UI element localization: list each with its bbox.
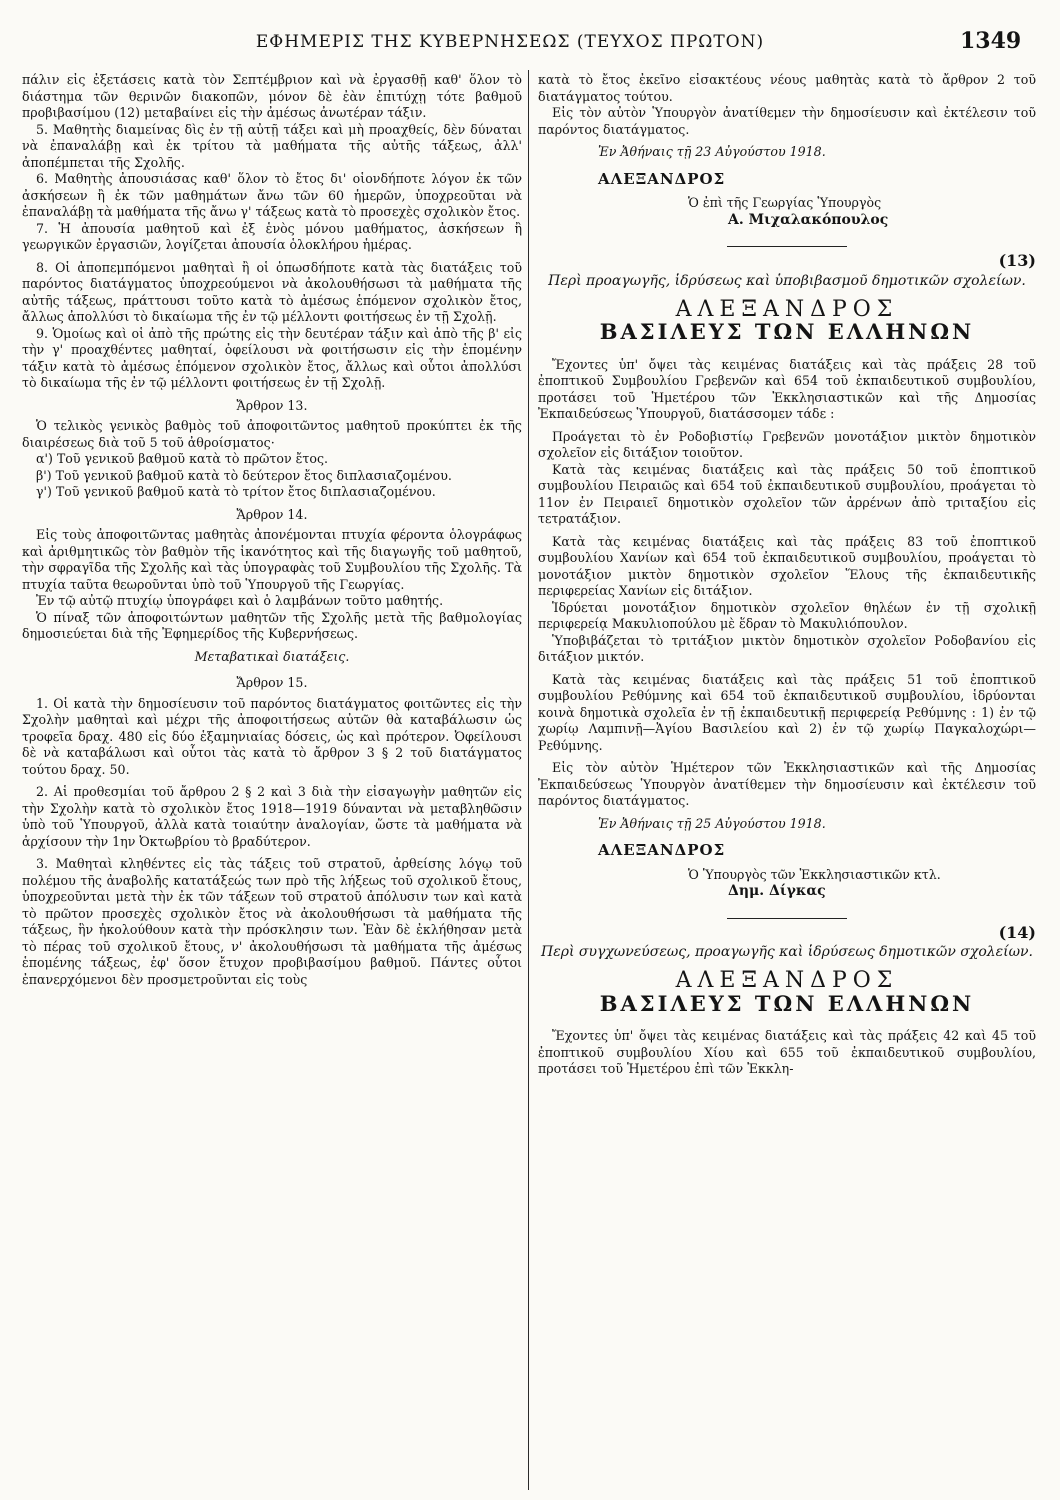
- article-13-item-c: γ') Τοῦ γενικοῦ βαθμοῦ κατὰ τὸ τρίτον ἔτος διπλασιαζομένου.: [36, 484, 436, 499]
- paragraph-7: 7. Ἡ ἀπουσία μαθητοῦ καὶ ἐξ ἑνὸς μόνου μαθήματος, ἀσκήσεων ἢ γεωργικῶν ἐργασιῶν, λογίζεται ἀπουσία ὁλοκλήρου ἡμέρας.: [22, 220, 522, 252]
- article-14-paragraph-3: Ὁ πίναξ τῶν ἀποφοιτώντων μαθητῶν τῆς Σχολῆς μετὰ τῆς βαθμολογίας δημοσιεύεται διὰ τῆς Ἐφημερίδος τῆς Κυβερνήσεως.: [22, 609, 522, 641]
- paragraph-6: 6. Μαθητὴς ἀπουσιάσας καθ' ὅλον τὸ ἔτος δι' οἱονδήποτε λόγον ἐκ τῶν ἀσκήσεων ἢ ἐκ τῶν μαθημάτων ἄνω τῶν 60 ἡμερῶν, ὑποχρεοῦται νὰ ἐπαναλάβῃ τὰ μαθήματα τῆς ἄνω γ' τάξεως κατὰ τὸ προσεχὲς σχολικὸν ἔτος.: [22, 171, 522, 219]
- section-rule: [727, 918, 847, 919]
- king-signature-1: ΑΛΕΞΑΝΔΡΟΣ: [598, 169, 726, 188]
- article-continuation: κατὰ τὸ ἔτος ἐκεῖνο εἰσακτέους νέους μαθητὰς κατὰ τὸ ἄρθρον 2 τοῦ διατάγματος τούτου.: [538, 72, 1036, 104]
- paragraph-5: 5. Μαθητὴς διαμείνας δὶς ἐν τῇ αὐτῇ τάξει καὶ μὴ προαχθείς, δὲν δύναται νὰ ἐπαναλάβῃ καὶ ἐκ τρίτου τὰ μαθήματα τῆς αὐτῆς τάξεως, ἀλλ' ἀποπέμπεται τῆς Σχολῆς.: [22, 121, 522, 170]
- left-column: [22, 72, 522, 988]
- article-14-paragraph-2: Ἐν τῷ αὐτῷ πτυχίῳ ὑπογράφει καὶ ὁ λαμβάνων τοῦτο μαθητής.: [36, 593, 444, 608]
- decree-13-paragraph-6: Κατὰ τὰς κειμένας διατάξεις καὶ τὰς πράξεις 51 τοῦ ἐποπτικοῦ συμβουλίου Ρεθύμνης καὶ 654 τοῦ ἐκπαιδευτικοῦ συμβουλίου, ἱδρύονται κοινὰ δημοτικὰ σχολεῖα ἐν τῇ ἐκπαιδευτικῇ περιφερείᾳ Ρεθύμνης : 1) ἐν τῷ χωρίῳ Λαμπινῇ—Ἁγίου Βασιλείου καὶ 2) ἐν τῷ χωρίῳ Παγκαλοχώρι—Ρεθύμνης.: [538, 671, 1036, 753]
- article-15-heading: Ἄρθρον 15.: [236, 675, 308, 690]
- paragraph-continuation: πάλιν εἰς ἐξετάσεις κατὰ τὸν Σεπτέμβριον καὶ νὰ ἐργασθῇ καθ' ὅλον τὸ διάστημα τῶν θερινῶν διακοπῶν, μόνον δὲ ἐὰν ἐπιτύχῃ τότε βαθμοῦ προβιβασίμου (12) μεταβαίνει εἰς τὴν ἀμέσως ἀνωτέραν τάξιν.: [22, 72, 522, 120]
- decree-13-paragraph-1: Προάγεται τὸ ἐν Ροδοβιστίῳ Γρεβενῶν μονοτάξιον μικτὸν δημοτικὸν σχολεῖον εἰς διτάξιον τοιοῦτον.: [538, 428, 1036, 460]
- minister-title-2: Ὁ Ὑπουργὸς τῶν Ἐκκλησιαστικῶν κτλ.: [688, 866, 941, 882]
- article-14-heading: Ἄρθρον 14.: [236, 506, 308, 522]
- paragraph-8: 8. Οἱ ἀποπεμπόμενοι μαθηταὶ ἢ οἱ ὁπωσδήποτε κατὰ τὰς διατάξεις τοῦ παρόντος διατάγματος ὑποχρεούμενοι νὰ ἀκολουθήσωσι τὰ μαθήματα τῆς αὐτῆς τάξεως, πράττουσι τοῦτο κατὰ τὸ ἀμέσως ἑπόμενον σχολικὸν ἔτος, ἄλλως ἀπολλύσι τὸ δικαίωμα τῆς ἐν τῷ μέλλοντι φοιτήσεως ἐν τῇ Σχολῇ.: [22, 259, 522, 324]
- decree-14-king-title: ΒΑΣΙΛΕΥΣ ΤΩΝ ΕΛΛΗΝΩΝ: [599, 990, 975, 1016]
- decree-13-paragraph-5: Ὑποβιβάζεται τὸ τριτάξιον μικτὸν δημοτικὸν σχολεῖον Ροδοβανίου εἰς διτάξιον μικτόν.: [538, 632, 1036, 664]
- article-13-item-a: α') Τοῦ γενικοῦ βαθμοῦ κατὰ τὸ πρῶτον ἔτος.: [36, 451, 328, 466]
- decree-14-number: (14): [998, 922, 1036, 942]
- page-number: 1349: [960, 28, 1022, 54]
- article-13-intro: Ὁ τελικὸς γενικὸς βαθμὸς τοῦ ἀποφοιτῶντος μαθητοῦ προκύπτει ἐκ τῆς διαιρέσεως διὰ τοῦ 5 τοῦ ἀθροίσματος·: [22, 418, 522, 450]
- article-13-heading: Ἄρθρον 13.: [236, 397, 308, 413]
- article-14-paragraph-1: Εἰς τοὺς ἀποφοιτῶντας μαθητὰς ἀπονέμονται πτυχία φέροντα ὁλογράφως καὶ ἀριθμητικῶς τὸν βαθμὸν τῆς ἱκανότητος καὶ τῆς διαγωγῆς τοῦ μαθητοῦ, τὴν σφραγῖδα τῆς Σχολῆς καὶ τὰς ὑπογραφὰς τοῦ Συμβουλίου τῆς Σχολῆς. Τὰ πτυχία ταῦτα θεωροῦνται ὑπὸ τοῦ Ὑπουργοῦ τῆς Γεωργίας.: [22, 527, 522, 592]
- minister-signature-1: Α. Μιχαλακόπουλος: [728, 211, 889, 228]
- article-15-paragraph-1: 1. Οἱ κατὰ τὴν δημοσίευσιν τοῦ παρόντος διατάγματος φοιτῶντες εἰς τὴν Σχολὴν μαθηταὶ καὶ μέχρι τῆς ἀποφοιτήσεως αὐτῶν θὰ καταβάλωσιν ὡς τροφεῖα δραχ. 480 εἰς δύο ἑξαμηνιαίας δόσεις, ὡς καὶ πρότερον. Ὀφείλουσι δὲ νὰ καταβάλωσι καὶ οὗτοι τὰς κατὰ τὸ ἄρθρον 3 § 2 τοῦ διατάγματος τούτου δραχ. 50.: [22, 695, 522, 777]
- decree-14-title: Περὶ συγχωνεύσεως, προαγωγῆς καὶ ἱδρύσεως δημοτικῶν σχολείων.: [541, 944, 1033, 960]
- decree-13-paragraph-3: Κατὰ τὰς κειμένας διατάξεις καὶ τὰς πράξεις 83 τοῦ ἐποπτικοῦ συμβουλίου Χανίων καὶ 654 τοῦ ἐκπαιδευτικοῦ συμβουλίου, προάγεται τὸ μονοτάξιον μικτὸν δημοτικὸν σχολεῖον Ἕλους τῆς ἐκπαιδευτικῆς περιφερείας Χανίων εἰς διτάξιον.: [538, 533, 1036, 598]
- paragraph-9: 9. Ὁμοίως καὶ οἱ ἀπὸ τῆς πρώτης εἰς τὴν δευτέραν τάξιν καὶ ἀπὸ τῆς β' εἰς τὴν γ' προαχθέντες μαθηταί, ὀφείλουσι νὰ φοιτήσωσιν εἰς τὴν ἑπομένην τάξιν κατὰ τὸ ἀμέσως ἑπόμενον σχολικὸν ἔτος, ἄλλως καὶ οὗτοι ἀπολλύσι τὸ δικαίωμα τῆς ἐν τῷ μέλλοντι φοιτήσεως ἐν τῇ Σχολῇ.: [22, 325, 522, 390]
- minister-title-1: Ὁ ἐπὶ τῆς Γεωργίας Ὑπουργὸς: [688, 195, 882, 210]
- date-line-1: Ἐν Ἀθήναις τῇ 23 Αὐγούστου 1918.: [598, 144, 826, 159]
- minister-signature-2: Δημ. Δίγκας: [728, 883, 826, 899]
- date-line-2: Ἐν Ἀθήναις τῇ 25 Αὐγούστου 1918.: [598, 815, 826, 831]
- page-header: [0, 28, 1060, 66]
- decree-13-king-name: ΑΛΕΞΑΝΔΡΟΣ: [675, 296, 899, 322]
- column-divider: [528, 70, 529, 1490]
- king-signature-2: ΑΛΕΞΑΝΔΡΟΣ: [598, 841, 726, 859]
- article-15-paragraph-2: 2. Αἱ προθεσμίαι τοῦ ἄρθρου 2 § 2 καὶ 3 διὰ τὴν εἰσαγωγὴν μαθητῶν εἰς τὴν Σχολὴν κατὰ τὸ σχολικὸν ἔτος 1918—1919 δύνανται νὰ μεταβληθῶσιν ὑπὸ τοῦ Ὑπουργοῦ, ἀλλὰ κατὰ τοιαύτην ἀναλογίαν, ὥστε τὰ μαθήματα νὰ ἀρχίσουν τὴν 1ην Ὀκτωβρίου τὸ βραδύτερον.: [22, 784, 522, 849]
- right-column: [538, 72, 1036, 1078]
- transitional-provisions-heading: Μεταβατικαὶ διατάξεις.: [194, 648, 350, 664]
- decree-14-intro: Ἔχοντες ὑπ' ὄψει τὰς κειμένας διατάξεις καὶ τὰς πράξεις 42 καὶ 45 τοῦ ἐποπτικοῦ συμβουλίου Χίου καὶ 655 τοῦ ἐκπαιδευτικοῦ συμβουλίου, προτάσει τοῦ Ἡμετέρου ἐπὶ τῶν Ἐκκλη-: [538, 1028, 1036, 1076]
- decree-14-king-name: ΑΛΕΞΑΝΔΡΟΣ: [675, 968, 899, 993]
- gazette-title: ΕΦΗΜΕΡΙΣ ΤΗΣ ΚΥΒΕΡΝΗΣΕΩΣ (ΤΕΥΧΟΣ ΠΡΩΤΟΝ): [255, 32, 765, 52]
- article-13-item-b: β') Τοῦ γενικοῦ βαθμοῦ κατὰ τὸ δεύτερον ἔτος διπλασιαζομένου.: [36, 467, 452, 483]
- decree-13-title: Περὶ προαγωγῆς, ἱδρύσεως καὶ ὑποβιβασμοῦ δημοτικῶν σχολείων.: [548, 272, 1026, 289]
- section-rule: [727, 246, 847, 247]
- execution-clause-1: Εἰς τὸν αὐτὸν Ὑπουργὸν ἀνατίθεμεν τὴν δημοσίευσιν καὶ ἐκτέλεσιν τοῦ παρόντος διατάγματος.: [538, 105, 1036, 137]
- decree-13-paragraph-2: Κατὰ τὰς κειμένας διατάξεις καὶ τὰς πράξεις 50 τοῦ ἐποπτικοῦ συμβουλίου Πειραιῶς καὶ 654 τοῦ ἐκπαιδευτικοῦ συμβουλίου, προάγεται τὸ 11ον ἐν Πειραιεῖ δημοτικὸν σχολεῖον τῶν ἀρρένων ἀπὸ τριταξίου εἰς τετρατάξιον.: [538, 461, 1036, 526]
- article-15-paragraph-3: 3. Μαθηταὶ κληθέντες εἰς τὰς τάξεις τοῦ στρατοῦ, ἀρθείσης λόγῳ τοῦ πολέμου τῆς ἀναβολῆς κατατάξεώς των πρὸ τῆς λήξεως τοῦ σχολικοῦ ἔτους, ὑποχρεοῦνται μετὰ τὴν ἐκ τῶν τάξεων τοῦ στρατοῦ ἀπόλυσιν των καὶ κατὰ τὸ πρῶτον προσεχὲς σχολικὸν ἔτος νὰ ἀκολουθήσωσι τὰ μαθήματα τῆς τάξεως, ἣν ἠκολούθουν κατὰ τὴν πρόσκλησιν των. Ἐὰν δὲ ἐκλήθησαν μετὰ τὸ πέρας τοῦ σχολικοῦ ἔτους, ν' ἀκολουθήσωσι τὰ μαθήματα τῆς ἀμέσως ἑπομένης τάξεως, ἐφ' ὅσον ἔτυχον προβιβασίμου βαθμοῦ. Πάντες οὗτοι ἐπανερχόμενοι δὲν προσμετροῦνται εἰς τοὺς: [22, 856, 522, 987]
- decree-13-execution: Εἰς τὸν αὐτὸν Ἡμέτερον τῶν Ἐκκλησιαστικῶν καὶ τῆς Δημοσίας Ἐκπαιδεύσεως Ὑπουργὸν ἀνατίθεμεν τὴν δημοσίευσιν καὶ ἐκτέλεσιν τοῦ παρόντος διατάγματος.: [538, 760, 1036, 808]
- decree-13-paragraph-4: Ἱδρύεται μονοτάξιον δημοτικὸν σχολεῖον θηλέων ἐν τῇ σχολικῇ περιφερείᾳ Μακυλιοπούλου μὲ ἕδραν τὸ Μακυλιόπουλον.: [538, 599, 1036, 631]
- decree-13-intro: Ἔχοντες ὑπ' ὄψει τὰς κειμένας διατάξεις καὶ τὰς πράξεις 28 τοῦ ἐποπτικοῦ Συμβουλίου Γρεβενῶν καὶ 654 τοῦ ἐκπαιδευτικοῦ συμβουλίου, προτάσει τοῦ Ἡμετέρου τῶν Ἐκκλησιαστικῶν καὶ τῆς Δημοσίας Ἐκπαιδεύσεως Ὑπουργοῦ, διατάσσομεν τάδε :: [538, 356, 1036, 421]
- decree-13-number: (13): [998, 251, 1036, 270]
- decree-13-king-title: ΒΑΣΙΛΕΥΣ ΤΩΝ ΕΛΛΗΝΩΝ: [599, 319, 975, 344]
